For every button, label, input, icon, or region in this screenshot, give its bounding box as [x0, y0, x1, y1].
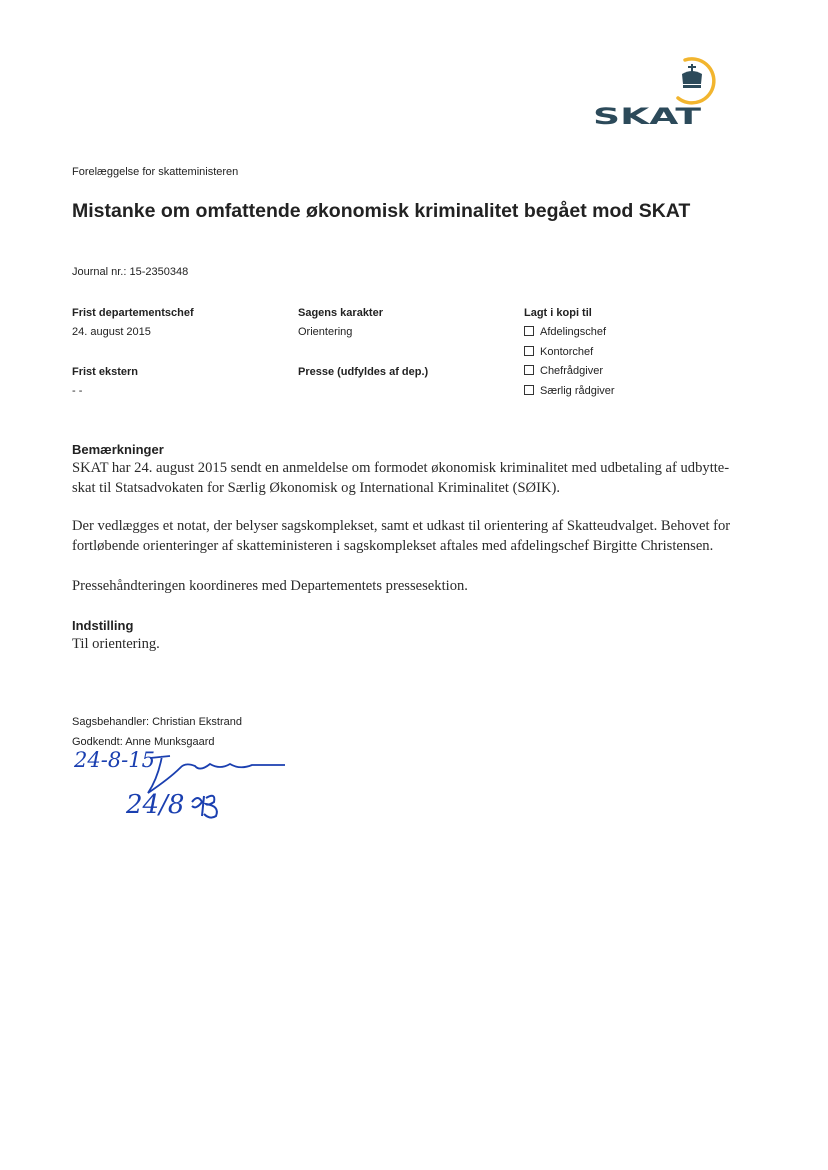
approved-by: Godkendt: Anne Munksgaard: [72, 736, 215, 748]
text-line: Der vedlægges et notat, der belyser sagskomplekset, samt et udkast til orientering af Skatteudvalget. Behovet for: [72, 518, 731, 534]
kopi-label: Lagt i kopi til: [524, 307, 592, 319]
presse-label: Presse (udfyldes af dep.): [298, 366, 429, 378]
remarks-heading: Bemærkninger: [72, 442, 164, 457]
kopi-item-label: Særlig rådgiver: [540, 385, 615, 397]
karakter-value: Orientering: [298, 326, 353, 338]
handwritten-date-2: 24/8: [126, 790, 185, 820]
remarks-paragraph-2: [72, 516, 762, 556]
skat-logo: [590, 52, 720, 132]
recommendation-heading: Indstilling: [72, 618, 134, 633]
karakter-label: Sagens karakter: [298, 307, 383, 319]
kopi-item-label: Afdelingschef: [540, 326, 607, 338]
frist-ekstern-label: Frist ekstern: [72, 366, 139, 378]
checkbox[interactable]: [524, 365, 534, 375]
kopi-item[interactable]: [524, 385, 615, 397]
checkbox[interactable]: [524, 385, 534, 395]
text-line: skat til Statsadvokaten for Særlig Økonomisk og International Kriminalitet (SØIK).: [72, 480, 561, 496]
page-title: Mistanke om omfattende økonomisk kriminalitet begået mod SKAT: [72, 200, 691, 222]
remarks-paragraph-3: Pressehåndteringen koordineres med Departementets pressesektion.: [72, 578, 468, 594]
kopi-item-label: Chefrådgiver: [540, 365, 603, 377]
checkbox[interactable]: [524, 346, 534, 356]
text-line: SKAT har 24. august 2015 sendt en anmeldelse om formodet økonomisk kriminalitet med udbetaling af udbytte-: [72, 460, 730, 476]
text-line: fortløbende orienteringer af skatteministeren i sagskomplekset aftales med afdelingschef Birgitte Christensen.: [72, 538, 714, 554]
frist-dep-value: 24. august 2015: [72, 326, 151, 338]
checkbox[interactable]: [524, 326, 534, 336]
remarks-paragraph-1: [72, 458, 762, 498]
frist-ekstern-value: - -: [72, 385, 83, 397]
kopi-item-label: Kontorchef: [540, 346, 594, 358]
initials: [188, 790, 228, 824]
kopi-item[interactable]: [524, 326, 606, 338]
journal-number: Journal nr.: 15-2350348: [72, 266, 189, 278]
kopi-item[interactable]: [524, 346, 593, 358]
handwritten-date-1: 24-8-15: [74, 748, 155, 772]
recommendation-text: Til orientering.: [72, 636, 160, 652]
document-subtitle: Forelæggelse for skatteministeren: [72, 166, 239, 178]
kopi-item[interactable]: [524, 365, 603, 377]
case-handler: Sagsbehandler: Christian Ekstrand: [72, 716, 242, 728]
frist-dep-label: Frist departementschef: [72, 307, 194, 319]
svg-text:SKAT: SKAT: [593, 105, 701, 130]
